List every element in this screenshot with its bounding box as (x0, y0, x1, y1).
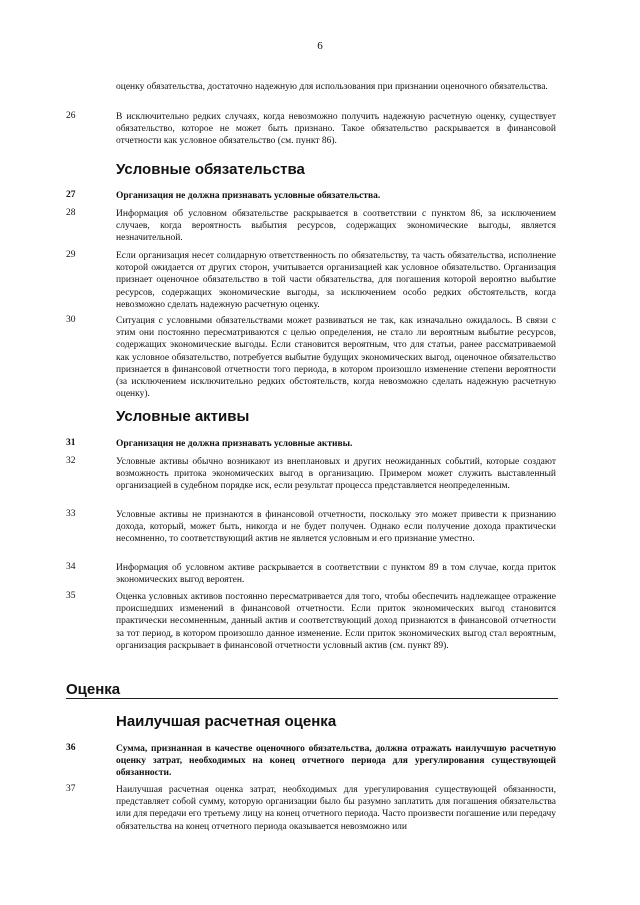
page-number: 6 (317, 40, 323, 52)
paragraph-number: 35 (66, 591, 76, 601)
heading-best-estimate: Наилучшая расчетная оценка (116, 713, 337, 730)
paragraph-number: 31 (66, 438, 76, 448)
paragraph-text: оценку обязательства, достаточно надежную для использования при признании оценочного обязательства. (116, 82, 548, 92)
section-heading-measurement: Оценка (66, 681, 121, 698)
paragraph-text: Сумма, признанная в качестве оценочного обязательства, должна отражать наилучшую расчетную оценку затрат, необходимых на конец отчетного периода для урегулирования существующей обязанности. (116, 744, 556, 779)
paragraph-number: 37 (66, 784, 76, 794)
paragraph-text: Информация об условном обязательстве раскрывается в соответствии с пунктом 86, за исключением случаев, когда вероятность выбытия ресурсов, содержащих экономические выгоды, является незначительной. (116, 209, 556, 244)
paragraph-text: Организация не должна признавать условные активы. (116, 439, 353, 449)
paragraph-text: Если организация несет солидарную ответственность по обязательству, та часть обязательства, исполнение которой ожидается от других сторон, учитывается организацией как условное обязательство. Организация признает оценочное обязательство в той части обязательства, для погашения которой вероятно выбытие ресурсов, содержащих экономические выгоды, за исключением особо редких обстоятельств, когда невозможно сделать надежную расчетную оценку. (116, 251, 556, 310)
paragraph-text: Ситуация с условными обязательствами может развиваться не так, как изначально ожидалось. В связи с этим они постоянно пересматриваются с целью определения, не стало ли вероятным выбытие ресурсов, содержащих экономические выгоды. Если становится вероятным, что для статьи, ранее рассматриваемой как условное обязательство, потребуется выбытие будущих экономических выгод, оценочное обязательство признается в финансовой отчетности того периода, в котором произошло изменение степени вероятности (за исключением исключительно редких обстоятельств, когда невозможно сделать надежную расчетную оценку). (116, 316, 556, 400)
heading-contingent-assets: Условные активы (116, 408, 250, 425)
paragraph-number: 34 (66, 562, 76, 572)
paragraph-number: 33 (66, 509, 76, 519)
paragraph-number: 36 (66, 743, 76, 753)
paragraph-text: Условные активы не признаются в финансовой отчетности, поскольку это может привести к признанию дохода, который, может быть, никогда и не будет получен. Однако если получение дохода практически несомненно, то соответствующий актив не является условным и его признание уместно. (116, 510, 556, 545)
paragraph-text: В исключительно редких случаях, когда невозможно получить надежную расчетную оценку, существует обязательство, которое не может быть признано. Такое обязательство раскрывается в финансовой отчетности как условное обязательство (см. пункт 86). (116, 112, 556, 147)
heading-contingent-liabilities: Условные обязательства (116, 161, 305, 178)
paragraph-text: Информация об условном активе раскрывается в соответствии с пунктом 89 в том случае, когда приток экономических выгод вероятен. (116, 563, 556, 586)
paragraph-number: 28 (66, 208, 76, 218)
paragraph-text: Условные активы обычно возникают из внеплановых и других неожиданных событий, которые создают возможность притока экономических выгод в организацию. Примером может служить выставленный организацией в судебном порядке иск, если результат процесса представляется неопределенным. (116, 457, 556, 492)
paragraph-number: 27 (66, 190, 76, 200)
paragraph-number: 32 (66, 456, 76, 466)
paragraph-text: Организация не должна признавать условные обязательства. (116, 191, 381, 201)
section-divider (66, 698, 558, 699)
paragraph-number: 30 (66, 315, 76, 325)
paragraph-number: 26 (66, 111, 76, 121)
paragraph-number: 29 (66, 250, 76, 260)
paragraph-text: Оценка условных активов постоянно пересматривается для того, чтобы обеспечить надлежащее отражение происшедших изменений в финансовой отчетности. Если приток экономических выгод становится практически несомненным, данный актив и соответствующий доход признаются в финансовой отчетности за тот период, в котором произошло данное изменение. Если приток экономических выгод стал вероятным, организация раскрывает в финансовой отчетности условный актив (см. пункт 89). (116, 592, 556, 651)
paragraph-text: Наилучшая расчетная оценка затрат, необходимых для урегулирования существующей обязанности, представляет собой сумму, которую организации было бы разумно заплатить для погашения обязательства или для передачи его третьему лицу на конец отчетного периода. Часто произвести погашение или передачу обязательства на конец отчетного периода оказывается невозможно или (116, 785, 556, 832)
